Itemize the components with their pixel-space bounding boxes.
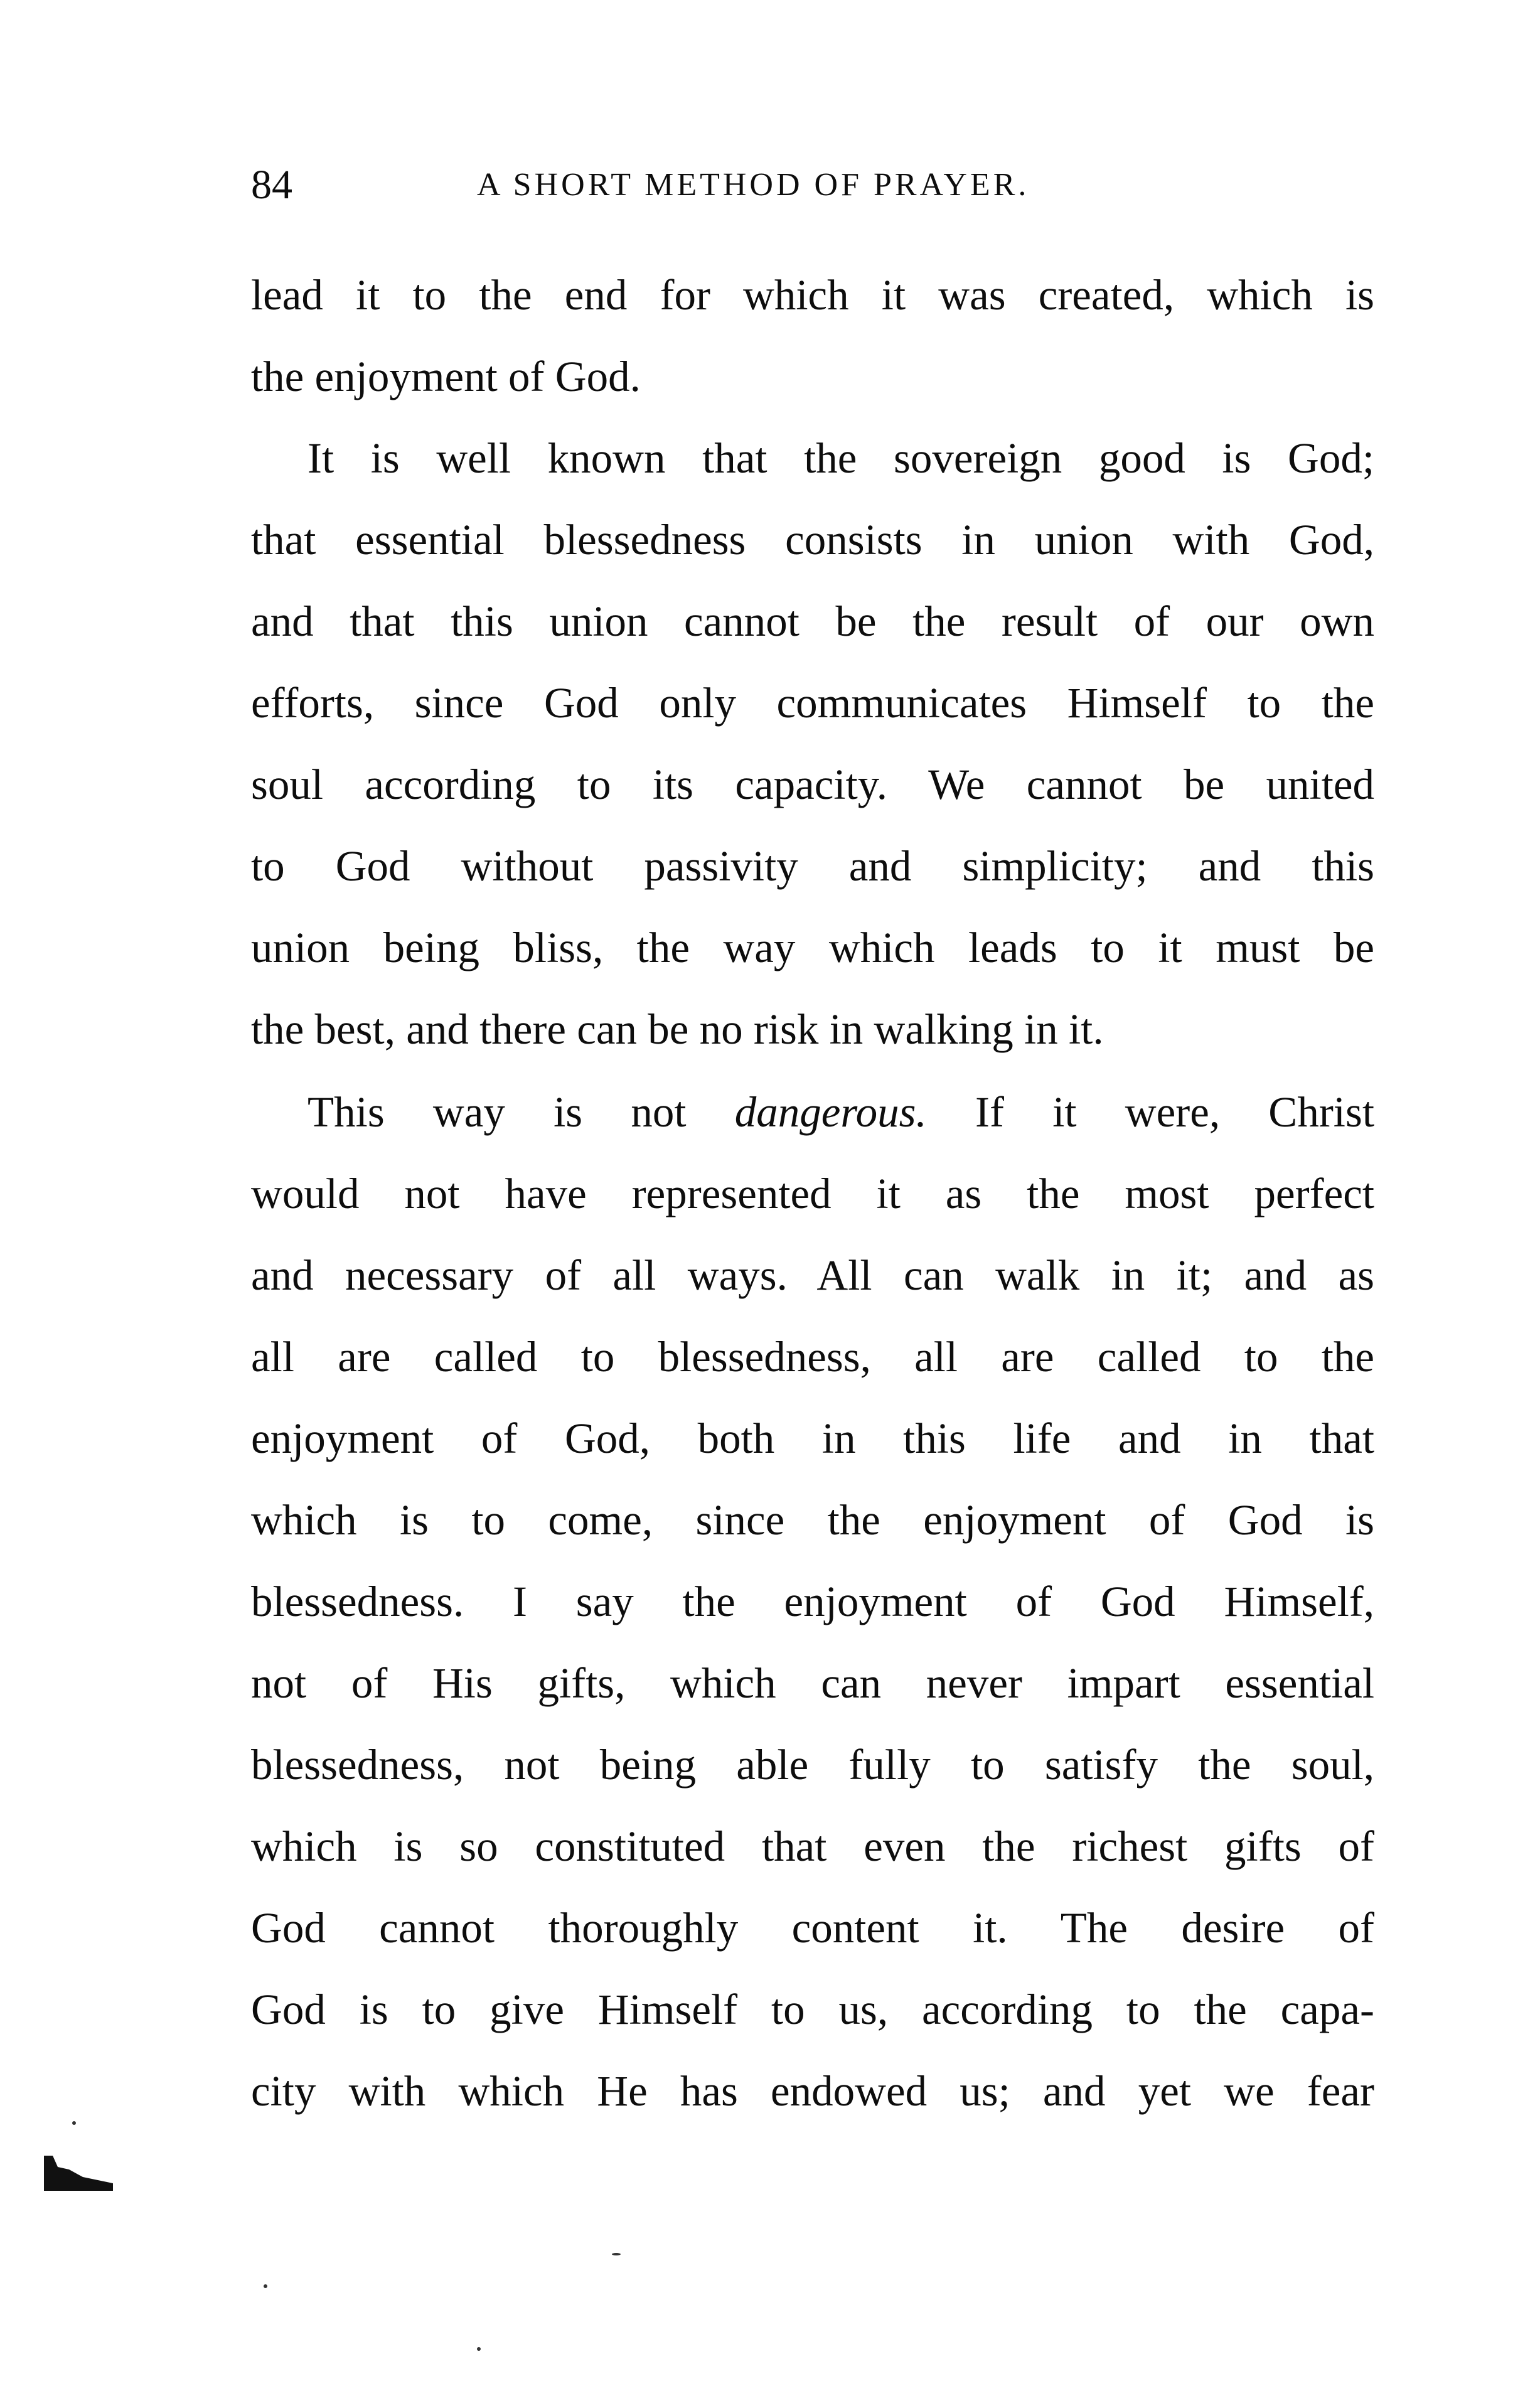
scan-speck [264,2284,267,2288]
text-line: and necessary of all ways. All can walk in it; and as [251,1251,1374,1299]
italic-word: dangerous. [734,1088,927,1136]
text-line: It is well known that the sovereign good is God; [307,434,1374,482]
text-line: soul according to its capacity. We cannot be united [251,761,1374,808]
body-text [251,254,1374,2132]
text-line: which is to come, since the enjoyment of God is [251,1496,1374,1544]
scan-speck [612,2253,621,2255]
text-line: enjoyment of God, both in this life and in that [251,1415,1374,1462]
text-line: would not have represented it as the most perfect [251,1170,1374,1217]
text-line: which is so constituted that even the richest gifts of [251,1822,1374,1870]
running-title: A SHORT METHOD OF PRAYER. [477,167,1030,203]
text-line: blessedness. I say the enjoyment of God Himself, [251,1578,1374,1625]
text-line: blessedness, not being able fully to satisfy the soul, [251,1741,1374,1789]
text-line [251,1071,1374,1153]
text-line: city with which He has endowed us; and yet we fear [251,2067,1374,2115]
paragraph-3 [251,1071,1374,2132]
line-end: If it were, Christ [926,1088,1374,1136]
text-line: that essential blessedness consists in union with God, [251,516,1374,564]
text-line: not of His gifts, which can never impart essential [251,1659,1374,1707]
scan-speck [477,2347,481,2351]
text-line: efforts, since God only communicates Himself to the [251,679,1374,727]
paragraph-2 [251,417,1374,1070]
text-line: union being bliss, the way which leads to it must be [251,924,1374,971]
line-start: This way is not [307,1088,735,1136]
paragraph-1 [251,254,1374,417]
text-line: to God without passivity and simplicity; and this [251,842,1374,890]
text-line: all are called to blessedness, all are called to the [251,1333,1374,1381]
text-line: God is to give Himself to us, according to the capa- [251,1986,1374,2033]
page-number: 84 [251,162,292,208]
text-line: lead it to the end for which it was created, which is [251,271,1374,319]
text-line: and that this union cannot be the result of our own [251,597,1374,645]
running-head [251,157,1387,213]
arrow-mark-icon [44,2156,113,2193]
text-line: the enjoyment of God. [251,353,641,400]
text-line: God cannot thoroughly content it. The desire of [251,1904,1374,1952]
text-line: the best, and there can be no risk in walking in it. [251,1005,1104,1053]
scan-speck [72,2121,76,2125]
